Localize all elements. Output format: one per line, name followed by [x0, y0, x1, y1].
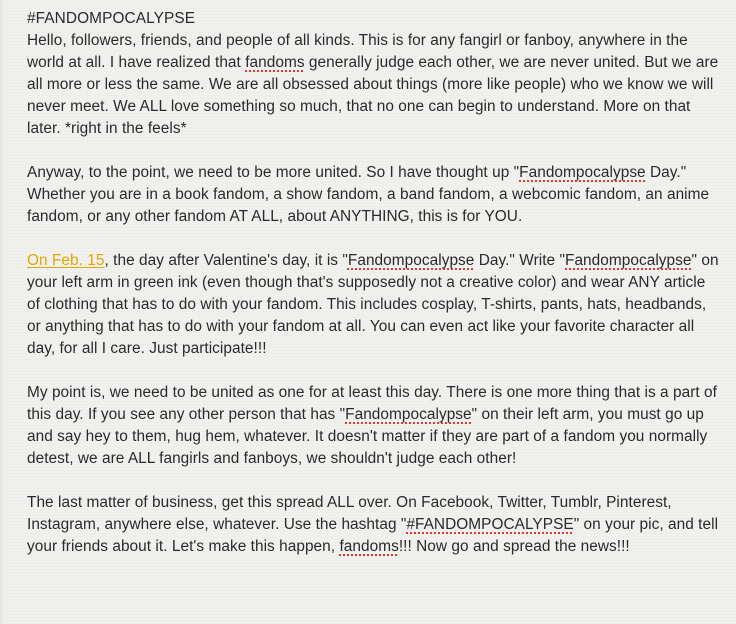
spellcheck-word[interactable]: #FANDOMPOCALYPSE: [406, 516, 574, 533]
spellcheck-word[interactable]: fandoms: [339, 538, 399, 555]
paragraph-instructions-text-a: , the day after Valentine's day, it is ": [104, 252, 348, 269]
paragraph-unity-text-a: My point is, we need to be united as one for at least this day. There is one more thing that is a part of this day. If you see any other person that has ": [27, 384, 717, 423]
spellcheck-word[interactable]: Fandompocalypse: [565, 252, 692, 269]
paragraph-instructions-text-c: " on your left arm in green ink (even though that's supposedly not a creative color) and wear ANY article of clothing that has to do with your fandom. This includes cosplay, T-shirts, pants, hats, headbands, or anything that has to do with your fandom at all. You can even act like your favorite character all day, for all I care. Just participate!!!: [27, 252, 719, 357]
note-title: #FANDOMPOCALYPSE: [27, 10, 196, 27]
spellcheck-word[interactable]: Fandompocalypse: [519, 164, 646, 181]
spellcheck-word[interactable]: Fandompocalypse: [345, 406, 472, 423]
paragraph-intro-text-a: Hello, followers, friends, and people of all kinds. This is for any fangirl or fanboy, anywhere in the world at all. I have realized that: [27, 32, 688, 71]
paragraph-intro: [27, 30, 722, 140]
date-link[interactable]: On Feb. 15: [27, 252, 105, 269]
paragraph-day-text-a: Anyway, to the point, we need to be more united. So I have thought up ": [27, 164, 520, 181]
paragraph-intro-text-b: generally judge each other, we are never united. But we are all more or less the same. We are all obsessed about things (more like people) who we know we will never meet. We ALL love something so much, that no one can begin to understand. More on that later. *right in the feels*: [27, 54, 719, 137]
paragraph-spread: [27, 492, 722, 558]
page-edge-shadow: [0, 0, 4, 624]
spellcheck-word[interactable]: Fandompocalypse: [347, 252, 475, 269]
paragraph-instructions-text-b: Day." Write ": [474, 252, 565, 269]
paragraph-spread-text-a: The last matter of business, get this spread ALL over. On Facebook, Twitter, Tumblr, Pinterest, Instagram, anywhere else, whatever. Use the hashtag ": [27, 494, 672, 533]
paragraph-spread-text-c: !!! Now go and spread the news!!!: [398, 538, 630, 555]
paragraph-day-text-b: Day." Whether you are in a book fandom, a show fandom, a band fandom, a webcomic fandom, an anime fandom, or any other fandom AT ALL, about ANYTHING, this is for YOU.: [27, 164, 710, 225]
paragraph-instructions: [27, 250, 722, 360]
paragraph-spread-text-b: " on your pic, and tell your friends about it. Let's make this happen,: [27, 516, 719, 555]
paragraph-day-announcement: [27, 162, 722, 228]
spellcheck-word[interactable]: fandoms: [245, 54, 305, 71]
paragraph-unity-text-b: " on their left arm, you must go up and say hey to them, hug hem, whatever. It doesn't matter if they are part of a fandom you normally detest, we are ALL fangirls and fanboys, we shouldn't judge each other!: [27, 406, 708, 467]
paragraph-unity: [27, 382, 722, 470]
